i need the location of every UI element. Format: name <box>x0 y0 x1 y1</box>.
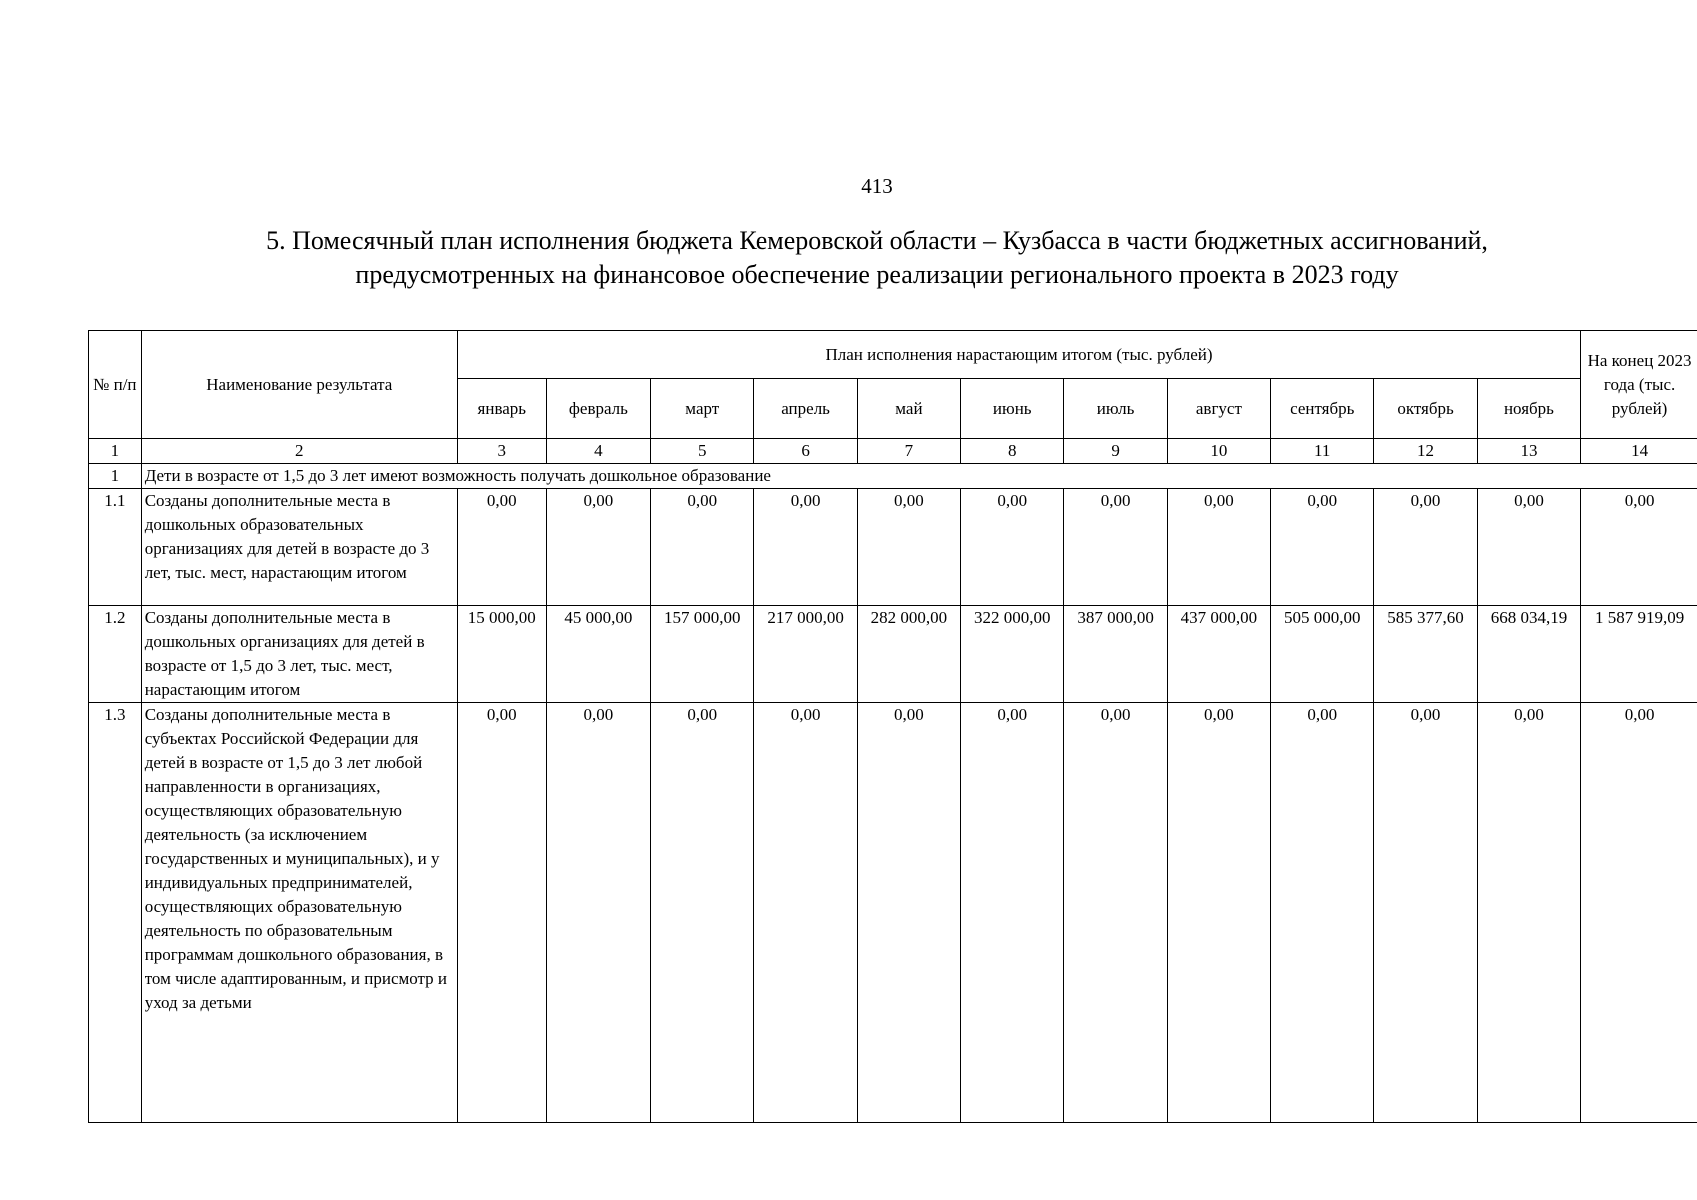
value-cell: 282 000,00 <box>857 606 960 703</box>
row-num: 1.1 <box>89 489 142 606</box>
value-cell: 0,00 <box>546 703 650 1123</box>
title-line-1: 5. Помесячный план исполнения бюджета Кемеровской области – Кузбасса в части бюджетных ассигнований, <box>266 226 1488 255</box>
value-cell: 0,00 <box>1167 703 1270 1123</box>
header-month: август <box>1167 379 1270 439</box>
header-end-of-year: На конец 2023 года (тыс. рублей) <box>1581 331 1697 439</box>
value-cell: 0,00 <box>457 703 546 1123</box>
value-cell: 0,00 <box>1271 703 1374 1123</box>
header-month: ноябрь <box>1477 379 1580 439</box>
table-row <box>89 606 1697 703</box>
column-number: 7 <box>857 439 960 464</box>
value-cell: 0,00 <box>857 703 960 1123</box>
column-number: 9 <box>1064 439 1167 464</box>
value-cell: 0,00 <box>1374 703 1477 1123</box>
value-cell: 0,00 <box>961 489 1064 606</box>
column-number: 8 <box>961 439 1064 464</box>
value-cell: 0,00 <box>1477 489 1580 606</box>
value-cell: 0,00 <box>546 489 650 606</box>
value-cell: 0,00 <box>1064 703 1167 1123</box>
value-cell: 0,00 <box>754 703 857 1123</box>
value-cell: 45 000,00 <box>546 606 650 703</box>
value-cell: 0,00 <box>754 489 857 606</box>
value-cell: 1 587 919,09 <box>1581 606 1697 703</box>
result-name: Созданы дополнительные места в дошкольных организациях для детей в возрасте от 1,5 до 3 лет, тыс. мест, нарастающим итогом <box>141 606 457 703</box>
row-num: 1.2 <box>89 606 142 703</box>
value-cell: 0,00 <box>1271 489 1374 606</box>
value-cell: 0,00 <box>457 489 546 606</box>
column-number: 6 <box>754 439 857 464</box>
document-title <box>0 224 1697 292</box>
value-cell: 0,00 <box>857 489 960 606</box>
column-number: 10 <box>1167 439 1270 464</box>
column-number: 3 <box>457 439 546 464</box>
value-cell: 505 000,00 <box>1271 606 1374 703</box>
value-cell: 387 000,00 <box>1064 606 1167 703</box>
header-month: май <box>857 379 960 439</box>
header-month: июнь <box>961 379 1064 439</box>
column-number-row <box>89 439 1697 464</box>
value-cell: 0,00 <box>1374 489 1477 606</box>
value-cell: 0,00 <box>1064 489 1167 606</box>
value-cell: 0,00 <box>961 703 1064 1123</box>
value-cell: 585 377,60 <box>1374 606 1477 703</box>
value-cell: 437 000,00 <box>1167 606 1270 703</box>
column-number: 4 <box>546 439 650 464</box>
section-row <box>89 464 1697 489</box>
result-name: Созданы дополнительные места в дошкольных образовательных организациях для детей в возрасте до 3 лет, тыс. мест, нарастающим итогом <box>141 489 457 606</box>
header-month: январь <box>457 379 546 439</box>
row-num: 1.3 <box>89 703 142 1123</box>
header-month: октябрь <box>1374 379 1477 439</box>
column-number: 11 <box>1271 439 1374 464</box>
table-row <box>89 703 1697 1123</box>
value-cell: 0,00 <box>1477 703 1580 1123</box>
title-line-2: предусмотренных на финансовое обеспечение реализации регионального проекта в 2023 году <box>355 260 1399 289</box>
value-cell: 217 000,00 <box>754 606 857 703</box>
value-cell: 0,00 <box>651 703 754 1123</box>
header-month: март <box>651 379 754 439</box>
header-month: апрель <box>754 379 857 439</box>
section-title: Дети в возрасте от 1,5 до 3 лет имеют возможность получать дошкольное образование <box>141 464 1697 489</box>
header-plan-group: План исполнения нарастающим итогом (тыс. рублей) <box>457 331 1580 379</box>
header-name: Наименование результата <box>141 331 457 439</box>
value-cell: 0,00 <box>1167 489 1270 606</box>
header-month: февраль <box>546 379 650 439</box>
page-number: 413 <box>861 174 893 198</box>
value-cell: 15 000,00 <box>457 606 546 703</box>
table-row <box>89 489 1697 606</box>
value-cell: 322 000,00 <box>961 606 1064 703</box>
column-number: 1 <box>89 439 142 464</box>
column-number: 14 <box>1581 439 1697 464</box>
column-number: 5 <box>651 439 754 464</box>
value-cell: 0,00 <box>1581 489 1697 606</box>
section-num: 1 <box>89 464 142 489</box>
column-number: 2 <box>141 439 457 464</box>
value-cell: 157 000,00 <box>651 606 754 703</box>
column-number: 12 <box>1374 439 1477 464</box>
value-cell: 0,00 <box>1581 703 1697 1123</box>
header-month: сентябрь <box>1271 379 1374 439</box>
value-cell: 668 034,19 <box>1477 606 1580 703</box>
column-number: 13 <box>1477 439 1580 464</box>
header-row-top <box>89 331 1697 379</box>
header-num: № п/п <box>89 331 142 439</box>
value-cell: 0,00 <box>651 489 754 606</box>
header-month: июль <box>1064 379 1167 439</box>
budget-plan-table <box>88 330 1697 1123</box>
result-name: Созданы дополнительные места в субъектах Российской Федерации для детей в возрасте от 1,5 до 3 лет любой направленности в организациях, осуществляющих образовательную деятельность (за исключением государственных и муниципальных), и у индивидуальных предпринимателей, осуществляющих образовательную деятельность по образовательным программам дошкольного образования, в том числе адаптированным, и присмотр и уход за детьми <box>141 703 457 1123</box>
